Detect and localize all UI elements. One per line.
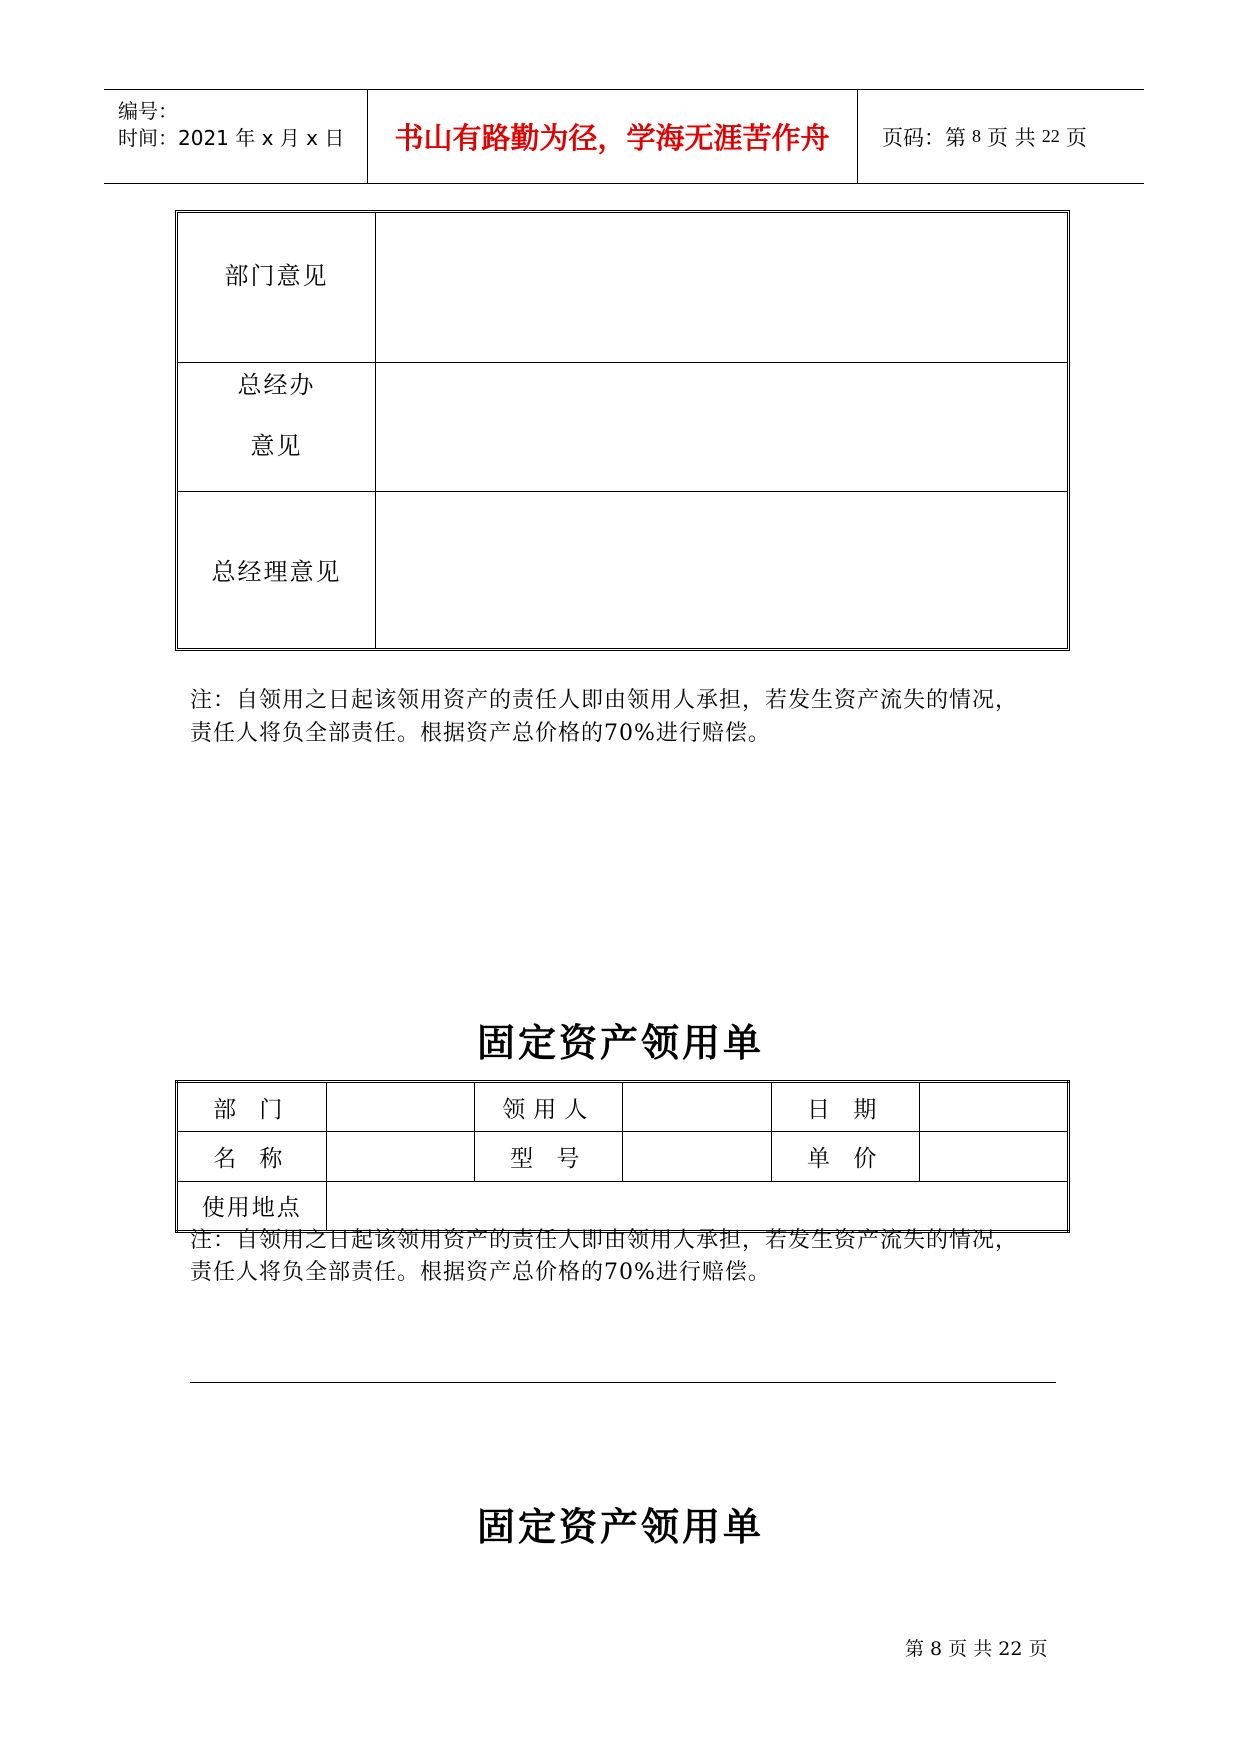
recipient-label: 领用人 [474, 1082, 622, 1132]
general-manager-opinion-label: 总经理意见 [211, 558, 342, 586]
name-label: 名 称 [177, 1132, 327, 1181]
opinion-table [175, 210, 1070, 651]
department-opinion-label: 部门意见 [224, 262, 329, 290]
location-input[interactable] [326, 1181, 1069, 1231]
note-line: 注：自领用之日起该领用资产的责任人即由领用人承担，若发生资产流失的情况， [190, 688, 1019, 713]
name-input[interactable] [326, 1132, 474, 1181]
page-prefix: 页码：第 [882, 125, 966, 150]
general-office-label-line1: 总经办 [237, 371, 316, 399]
opinion-label-cell [178, 363, 376, 492]
opinion-row-general-manager [178, 491, 1067, 649]
table-row [177, 1082, 1069, 1132]
page-mid: 页 共 [987, 125, 1036, 150]
location-label: 使用地点 [177, 1181, 327, 1231]
header-page-indicator [868, 90, 1087, 183]
recipient-input[interactable] [623, 1082, 771, 1132]
asset-receipt-table [175, 1080, 1070, 1233]
general-office-opinion-field[interactable] [376, 363, 1067, 492]
section-divider [190, 1382, 1056, 1383]
note-line: 责任人将负全部责任。根据资产总价格的70%进行赔偿。 [190, 1260, 771, 1285]
general-office-label-line2: 意见 [250, 432, 303, 460]
date-label-cell: 日 期 [771, 1082, 919, 1132]
form-title: 固定资产领用单 [476, 1504, 764, 1549]
opinion-row-general-office [178, 362, 1067, 492]
note-line: 责任人将负全部责任。根据资产总价格的70%进行赔偿。 [190, 721, 771, 746]
header-divider [857, 90, 858, 183]
opinion-label-cell [178, 213, 376, 362]
page-footer: 第 8 页 共 22 页 [905, 1638, 1048, 1660]
department-input[interactable] [326, 1082, 474, 1132]
page-total: 22 [1041, 126, 1060, 146]
date-label: 时间：2021 年 x 月 x 日 [118, 126, 345, 150]
model-label: 型 号 [474, 1132, 622, 1181]
date-input[interactable] [920, 1082, 1069, 1132]
department-label: 部 门 [177, 1082, 327, 1132]
serial-number-label: 编号： [118, 99, 178, 123]
table-row [177, 1132, 1069, 1181]
page-suffix: 页 [1065, 125, 1087, 150]
department-opinion-field[interactable] [376, 213, 1067, 362]
note-line: 注：自领用之日起该领用资产的责任人即由领用人承担，若发生资产流失的情况， [190, 1228, 1019, 1253]
model-input[interactable] [623, 1132, 771, 1181]
header-motto: 书山有路勤为径，学海无涯苦作舟 [394, 121, 830, 155]
unit-price-label: 单 价 [771, 1132, 919, 1181]
page-current: 8 [972, 126, 981, 146]
form-title: 固定资产领用单 [476, 1020, 764, 1065]
unit-price-input[interactable] [920, 1132, 1069, 1181]
table-row [177, 1181, 1069, 1231]
note-paragraph [190, 1225, 1070, 1289]
opinion-row-department [178, 213, 1067, 362]
note-paragraph [190, 684, 1070, 750]
page-header [104, 89, 1144, 184]
general-manager-opinion-field[interactable] [376, 492, 1067, 649]
opinion-label-cell [178, 492, 376, 649]
